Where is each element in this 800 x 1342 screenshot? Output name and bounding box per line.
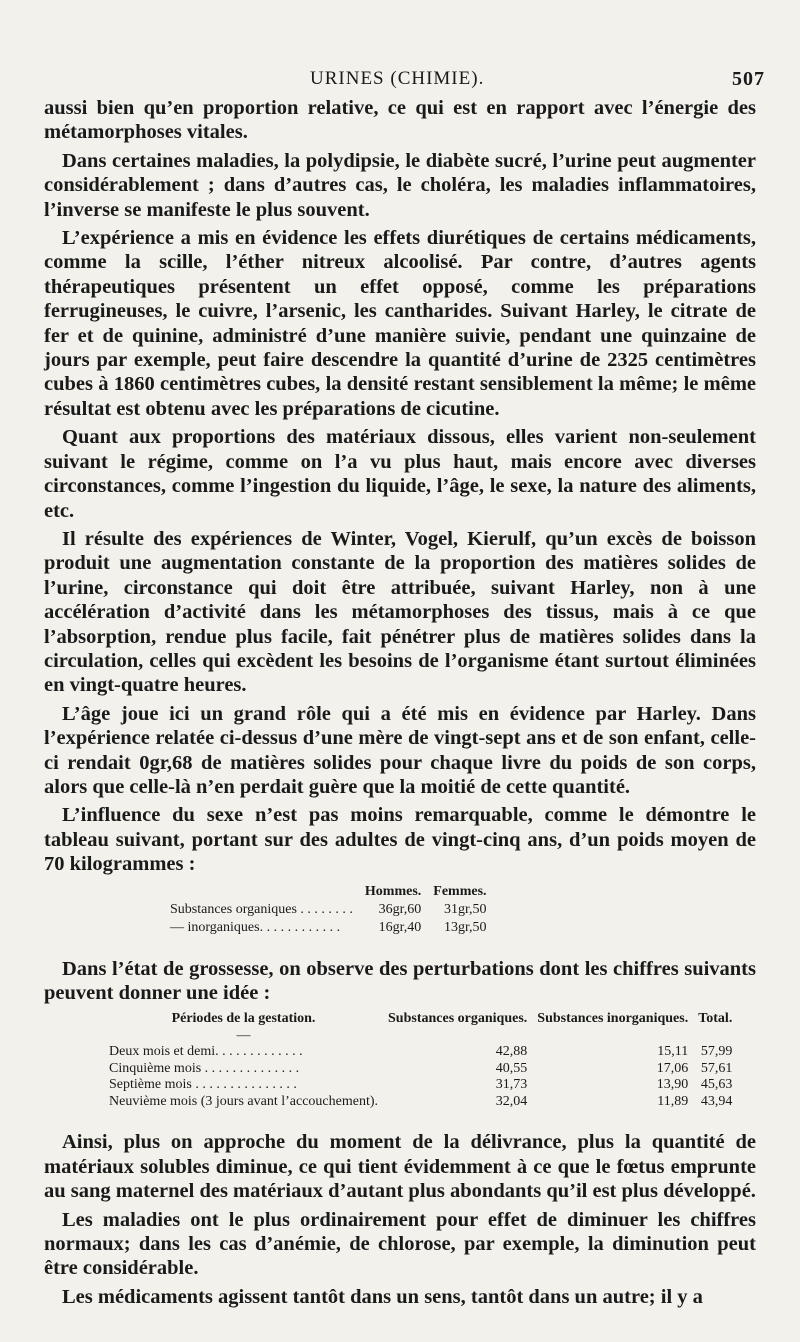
paragraph: Dans l’état de grossesse, on observe des perturbations dont les chiffres suivants peuvent donner une idée : [44,957,756,1004]
row-label: Substances organiques . . . . . . . . [170,901,353,917]
cell-inorg: 17,06 [656,1060,689,1076]
header-title: URINES (CHIMIE). [310,68,485,89]
gestation-table [104,1011,737,1110]
cell-total: 57,61 [700,1060,733,1076]
cell-org: 40,55 [495,1060,528,1076]
cell-inorg: 11,89 [657,1093,689,1109]
row-label: Septième mois . . . . . . . . . . . . . . . [109,1077,297,1093]
table-row [164,901,493,919]
cell-org: 42,88 [495,1044,528,1060]
cell-total: 57,99 [700,1044,733,1060]
table-header-row [164,883,493,901]
paragraph: L’expérience a mis en évidence les effets diurétiques de certains médicaments, comme la scille, l’éther nitreux alcoolisé. Par contre, d’autres agents thérapeutiques présentent un effet opposé, comme les préparations ferrugineuses, le cuivre, l’arsenic, les cantharides. Suivant Harley, le citrate de fer et de quinine, administré d’une manière suivie, pendant une quinzaine de jours par exemple, peut faire descendre la quantité d’urine de 2325 centimètres cubes à 1860 centimètres cubes, la densité restant sensiblement la même; le même résultat est obtenu avec les préparations de cicutine. [44,227,756,420]
table-row [164,919,493,937]
table-row [104,1061,737,1078]
cell-inorg: 13,90 [656,1077,689,1093]
paragraph: Il résulte des expériences de Winter, Vogel, Kierulf, qu’un excès de boisson produit une augmentation constante de la proportion des matières solides de l’urine, circonstance qui doit être attribuée, suivant Harley, non à une accélération d’activité dans les métamorphoses des tissus, mais à ce que l’absorption, rendue plus facile, fait pénétrer plus de matières solides dans la circulation, celles qui excèdent les besoins de l’organisme étant surtout éliminées en vingt-quatre heures. [44,527,756,697]
row-label: — inorganiques. . . . . . . . . . . . [170,919,341,935]
table-row [104,1094,737,1111]
column-header: Substances organiques. [388,1011,528,1027]
paragraph: Les maladies ont le plus ordinairement pour effet de diminuer les chiffres normaux; dans les cas d’anémie, de chlorose, par exemple, la diminution peut être considérable. [44,1208,756,1280]
row-label: Neuvième mois (3 jours avant l’accouchement). [109,1093,379,1109]
column-header: Périodes de la gestation. [171,1011,316,1027]
table-row [104,1077,737,1094]
column-header: Hommes. [364,883,422,899]
paragraph: Dans certaines maladies, la polydipsie, le diabète sucré, l’urine peut augmenter considérablement ; dans d’autres cas, le choléra, les maladies inflammatoires, l’inverse se manifeste le plus souvent. [44,149,756,221]
paragraph: L’âge joue ici un grand rôle qui a été mis en évidence par Harley. Dans l’expérience relatée ci-dessus d’une mère de vingt-sept ans et de son enfant, celle-ci rendait 0gr,68 de matières solides pour chaque livre du poids de son corps, alors que celle-là n’en perdait guère que la moitié de cette quantité. [44,702,756,798]
text-body [44,96,756,1313]
table-row [104,1044,737,1061]
cell-femmes: 13gr,50 [443,919,487,935]
running-header [0,68,800,92]
column-header: Femmes. [433,883,487,899]
column-header: Total. [698,1011,733,1027]
cell-hommes: 36gr,60 [378,901,422,917]
cell-inorg: 15,11 [657,1044,689,1060]
cell-total: 43,94 [700,1093,733,1109]
paragraph: Les médicaments agissent tantôt dans un sens, tantôt dans un autre; il y a [62,1285,703,1308]
row-label: Cinquième mois . . . . . . . . . . . . . . [109,1060,300,1076]
paragraph: L’influence du sexe n’est pas moins remarquable, comme le démontre le tableau suivant, portant sur des adultes de vingt-cinq ans, d’un poids moyen de 70 kilogrammes : [44,804,756,876]
page-number: 507 [732,68,765,90]
cell-hommes: 16gr,40 [378,919,422,935]
paragraph: Ainsi, plus on approche du moment de la délivrance, plus la quantité de matériaux solubles diminue, ce qui tient évidemment à ce que le fœtus emprunte au sang maternel des matériaux d’autant plus abondants qu’il est plus développé. [44,1131,756,1203]
sex-table [164,883,493,937]
cell-org: 31,73 [495,1077,528,1093]
dash: — [236,1027,251,1043]
cell-org: 32,04 [495,1093,528,1109]
paragraph: aussi bien qu’en proportion relative, ce qui est en rapport avec l’énergie des métamorphoses vitales. [44,97,756,144]
row-label: Deux mois et demi. . . . . . . . . . . . . [109,1044,303,1060]
column-header: Substances inorganiques. [537,1011,689,1027]
table-header-row [104,1011,737,1028]
paragraph: Quant aux proportions des matériaux dissous, elles varient non-seulement suivant le régime, comme on l’a vu plus haut, mais encore avec diverses circonstances, comme l’ingestion du liquide, l’âge, le sexe, la nature des aliments, etc. [44,426,756,522]
cell-total: 45,63 [700,1077,733,1093]
cell-femmes: 31gr,50 [443,901,487,917]
table-dash-row [104,1028,737,1045]
